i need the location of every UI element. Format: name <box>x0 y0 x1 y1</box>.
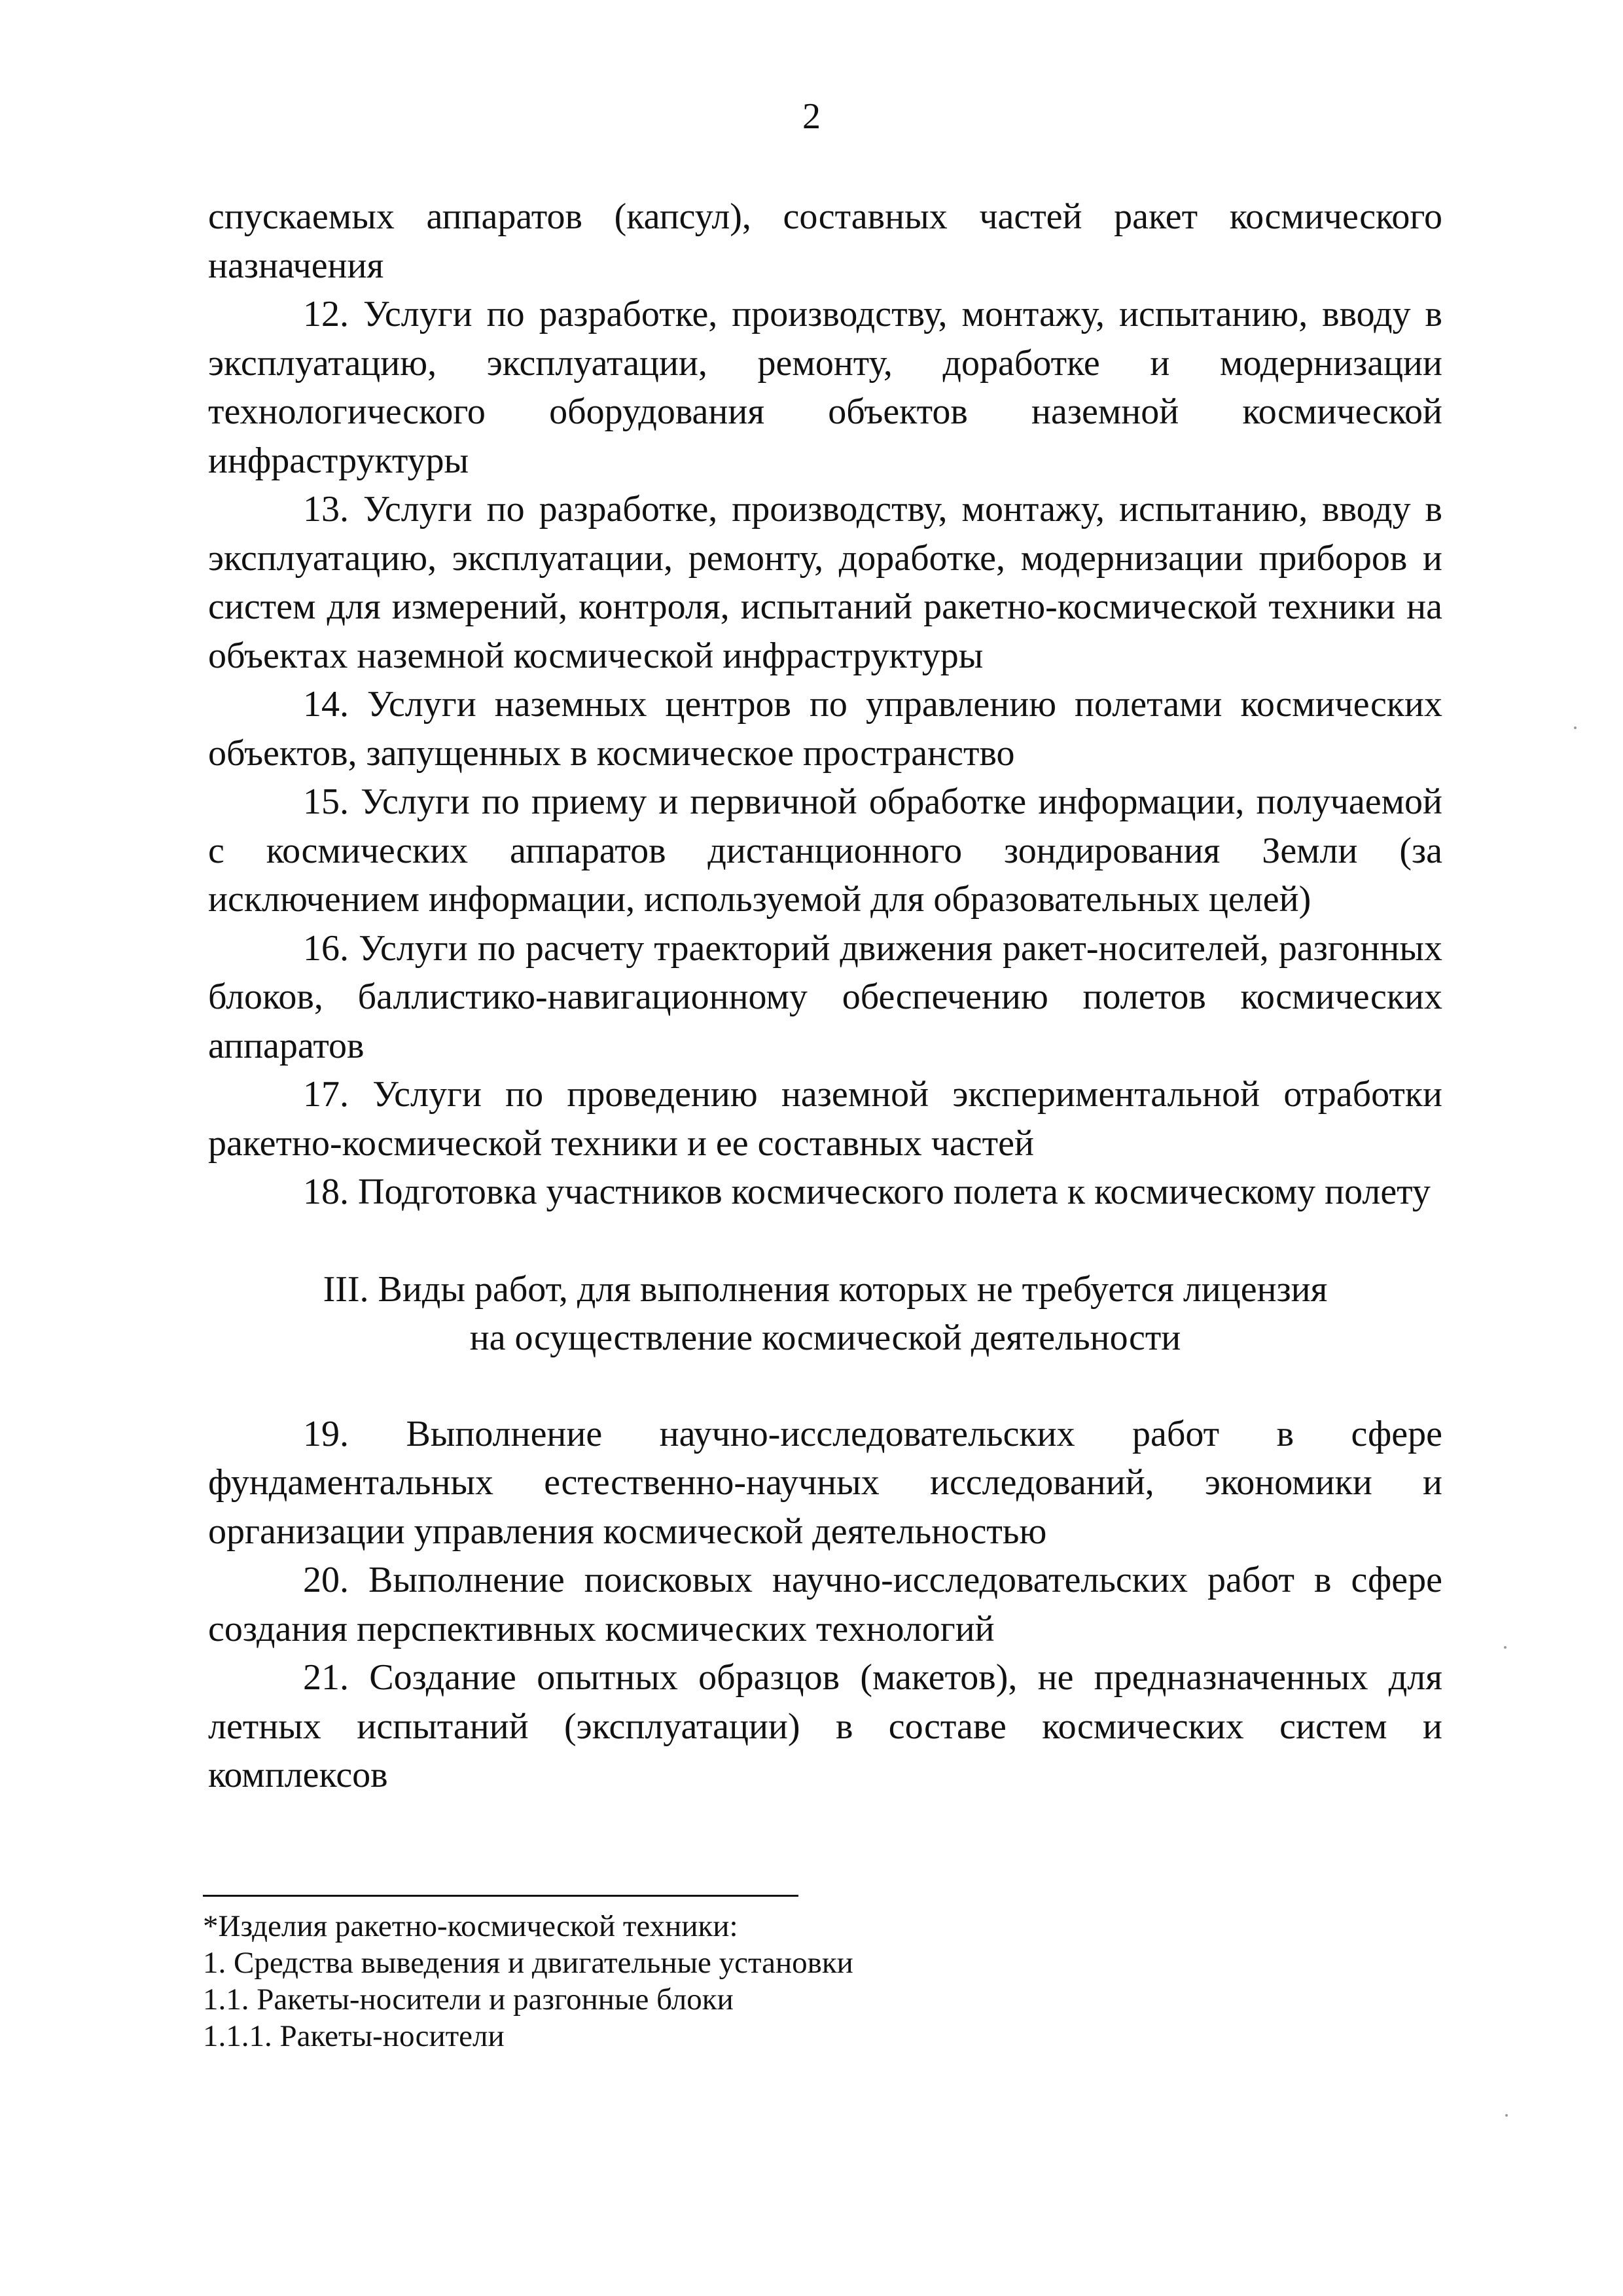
paragraph-item-12: 12. Услуги по разработке, производству, монтажу, испытанию, вводу в эксплуатацию, эксплуатации, ремонту, доработке и модернизации технологического оборудования объектов наземной космической инфраструктуры <box>208 294 1442 481</box>
scan-speck <box>1504 1646 1507 1649</box>
scan-speck <box>1505 2114 1508 2117</box>
footnote-line: 1.1. Ракеты-носители и разгонные блоки <box>203 1982 734 2017</box>
document-body <box>208 192 1442 1800</box>
paragraph-item-15: 15. Услуги по приему и первичной обработке информации, получаемой с космических аппаратов дистанционного зондирования Земли (за исключением информации, используемой для образовательных целей) <box>208 781 1442 920</box>
page-number: 2 <box>802 96 821 137</box>
paragraph-item-18: 18. Подготовка участников космического полета к космическому полету <box>303 1172 1431 1212</box>
scan-speck <box>1574 726 1577 729</box>
paragraph-item-21: 21. Создание опытных образцов (макетов), не предназначенных для летных испытаний (эксплуатации) в составе космических систем и комплексов <box>208 1657 1442 1795</box>
section-heading-line-2: на осуществление космической деятельности <box>469 1318 1181 1358</box>
paragraph-item-14: 14. Услуги наземных центров по управлению полетами космических объектов, запущенных в космическое пространство <box>208 684 1442 774</box>
paragraph-item-13: 13. Услуги по разработке, производству, монтажу, испытанию, вводу в эксплуатацию, эксплуатации, ремонту, доработке, модернизации приборов и систем для измерений, контроля, испытаний ракетно-космической техники на объектах наземной космической инфраструктуры <box>208 489 1442 676</box>
section-heading-line-1: III. Виды работ, для выполнения которых не требуется лицензия <box>323 1268 1328 1310</box>
paragraph-item-16: 16. Услуги по расчету траекторий движения ракет-носителей, разгонных блоков, баллистико-навигационному обеспечению полетов космических аппаратов <box>208 927 1442 1066</box>
footnote-separator <box>203 1895 798 1897</box>
footnote-line: 1. Средства выведения и двигательные установки <box>203 1946 853 1980</box>
paragraph-item-20: 20. Выполнение поисковых научно-исследовательских работ в сфере создания перспективных космических технологий <box>208 1560 1442 1649</box>
paragraph-continuation: спускаемых аппаратов (капсул), составных частей ракет космического назначения <box>208 196 1442 286</box>
footnote-line: 1.1.1. Ракеты-носители <box>203 2019 505 2053</box>
footnote-line: *Изделия ракетно-космической техники: <box>203 1909 738 1943</box>
section-heading <box>208 1265 1442 1363</box>
paragraph-item-19: 19. Выполнение научно-исследовательских работ в сфере фундаментальных естественно-научных исследований, экономики и организации управления космической деятельностью <box>208 1413 1442 1552</box>
footnotes <box>203 1908 1381 2054</box>
paragraph-item-17: 17. Услуги по проведению наземной экспериментальной отработки ракетно-космической техники и ее составных частей <box>208 1074 1442 1164</box>
